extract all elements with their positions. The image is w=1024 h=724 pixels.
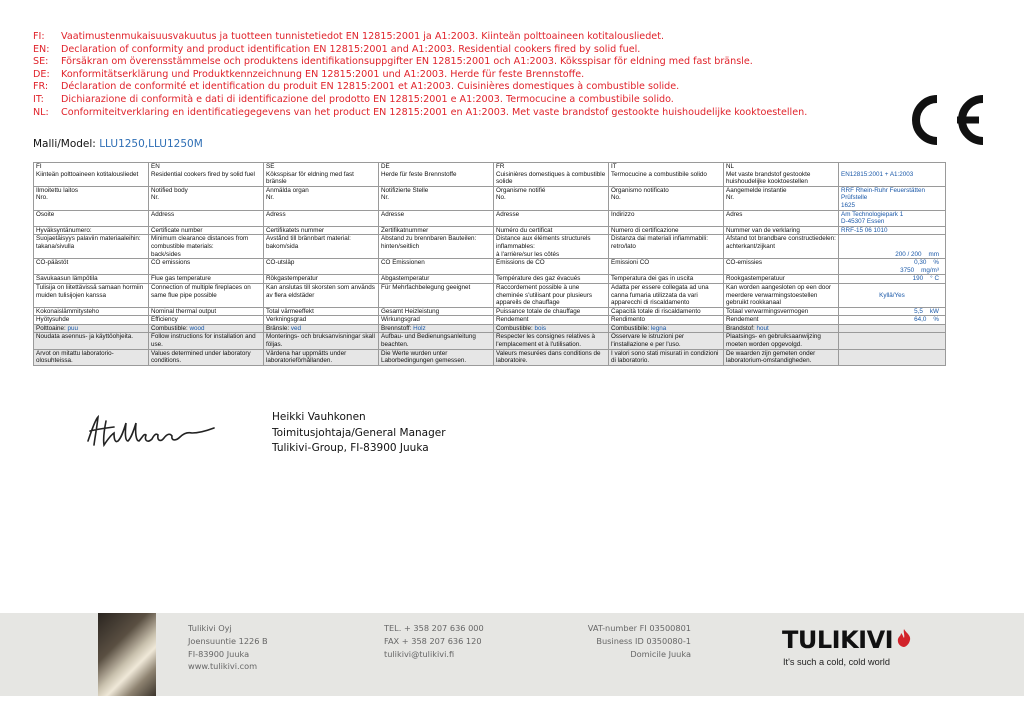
table-cell: Monterings- och bruksanvisningar skall följas. [264,333,379,349]
fuel-value: bois [534,324,547,332]
table-cell: Rendimento [609,316,724,325]
declaration-line [33,81,863,94]
fuel-value: legna [650,324,667,332]
value-cell: Kyllä/Yes [839,283,946,307]
footer-photo [98,613,156,696]
language-code: FR: [33,81,49,93]
table-cell: NL Met vaste brandstof gestookte huishoudelijke kooktoestellen [724,163,839,187]
footer-street: Joensuuntie 1226 B [188,635,268,646]
table-cell [609,324,724,333]
fuel-label: Combustible: [151,324,188,332]
table-cell: EN Residential cookers fired by solid fuel [149,163,264,187]
table-cell: Certifikatets nummer [264,226,379,235]
table-cell: Tulisija on liitettävissä samaan hormiin muiden tulisijojen kanssa [34,283,149,307]
fuel-label: Combustible: [496,324,533,332]
table-row [34,283,946,307]
declaration-text: Declaration of conformity and product identification EN 12815:2001 and A1:2003. Residential cookers fired by solid fuel. [61,43,641,55]
table-cell [724,324,839,333]
fuel-label: Bränsle: [266,324,290,332]
table-row [34,163,946,187]
table-cell: Raccordement possible à une cheminée s'utilisant pour plusieurs appareils de chauffage [494,283,609,307]
language-code: NL: [33,106,49,118]
table-row [34,333,946,349]
language-code: IT: [33,93,44,105]
language-code: DE: [33,68,50,80]
model-line [33,138,203,150]
language-code: SE: [33,56,49,68]
table-cell: Numéro du certificat [494,226,609,235]
table-cell: Efficiency [149,316,264,325]
signer-title: Toimitusjohtaja/General Manager [272,426,446,439]
table-cell [34,324,149,333]
table-cell [494,324,609,333]
table-cell: Kan worden aangesloten op een door meerdere verwarmingstoestellen gebruikt rookkanaal [724,283,839,307]
value-cell: 0,30 % 3750 mg/m³ [839,259,946,275]
table-cell: Aangemelde instantie Nr. [724,186,839,210]
table-cell: De waarden zijn gemeten onder laboratorium-omstandigheden. [724,349,839,365]
footer-business-id: Business ID 0350080-1 [596,635,691,646]
table-cell: Verkningsgrad [264,316,379,325]
table-cell: Connection of multiple fireplaces on same flue pipe possible [149,283,264,307]
table-row [34,316,946,325]
fuel-label: Brennstoff: [381,324,412,332]
language-code: EN: [33,43,50,55]
footer-contact [384,622,484,660]
value-cell: EN12815:2001 + A1:2003 [839,163,946,187]
table-cell: Kan anslutas till skorsten som används av flera eldstäder [264,283,379,307]
fuel-value: ved [290,324,302,332]
value-cell: RRF Rhein-Ruhr Feuerstätten Prüfstelle 1625 [839,186,946,210]
declaration-text: Vaatimustenmukaisuusvakuutus ja tuotteen tunnistetiedot EN 12815:2001 ja A1:2003. Kiinteän polttoaineen kotitalousliedet. [61,31,665,42]
declaration-text: Försäkran om överensstämmelse och produktens identifikationsuppgifter EN 12815:2001 och A1:2003. Köksspisar för eldning med fast bränsle. [61,56,753,68]
table-cell: FR Cuisinières domestiques à combustible solide [494,163,609,187]
table-cell: Osservare le istruzioni per l'installazione e per l'uso. [609,333,724,349]
value-cell: 5,5 kW [839,307,946,316]
declaration-text: Déclaration de conformité et identification du produit EN 12815:2001 et A1:2003. Cuisinières domestiques à combustible solide. [61,81,680,93]
value-cell: RRF-15 06 1010 [839,226,946,235]
table-row [34,259,946,275]
declaration-line [33,56,863,69]
table-cell: Anmälda organ Nr. [264,186,379,210]
footer-legal [560,622,691,660]
table-cell: Arvot on mitattu laboratorio-olosuhteissa. [34,349,149,365]
value-cell: 190 ° C [839,275,946,284]
table-cell: Rökgastemperatur [264,275,379,284]
declaration-text: Conformiteitverklaring en identificatiegegevens van het product EN 12815:2001 en A1:2003. Met vaste brandstof gestookte huishoudelijke kooktoestellen. [61,106,808,118]
table-cell: Adresse [379,210,494,226]
table-cell: Nummer van de verklaring [724,226,839,235]
footer-email-link[interactable]: tulikivi@tulikivi.fi [384,648,455,659]
table-cell: Certificate number [149,226,264,235]
footer-address [188,622,268,673]
table-cell: Rookgastemperatuur [724,275,839,284]
table-cell: CO emissions [149,259,264,275]
signer-block [272,410,446,457]
fuel-label: Polttoaine: [36,324,66,332]
declaration-line [33,44,863,57]
value-cell: 200 / 200 mm [839,235,946,259]
table-cell: Noudata asennus- ja käyttöohjeita. [34,333,149,349]
table-cell: Temperatura dei gas in uscita [609,275,724,284]
fuel-value: puu [67,324,79,332]
table-cell: Address [149,210,264,226]
table-cell: Émissions de CO [494,259,609,275]
table-cell: Adres [724,210,839,226]
declaration-text: Dichiarazione di conformità e dati di identificazione del prodotto EN 12815:2001 e A1:2003. Termocucine a combustibile solido. [61,93,674,105]
table-cell: Wirkungsgrad [379,316,494,325]
footer-vat: VAT-number FI 03500801 [587,623,691,633]
value-cell [839,333,946,349]
model-value: LLU1250,LLU1250M [99,138,203,150]
table-cell: Ilmoitettu laitos Nro. [34,186,149,210]
signer-company: Tulikivi-Group, FI-83900 Juuka [272,442,429,454]
table-cell: CO Emissionen [379,259,494,275]
table-row [34,210,946,226]
language-code: FI: [33,31,45,42]
table-cell: Hyötysuhde [34,316,149,325]
table-cell: Suojaetäisyys palaviin materiaaleihin: takana/sivulla [34,235,149,259]
footer-company: Tulikivi Oyj [188,623,232,633]
footer-website-link[interactable]: www.tulikivi.com [188,661,258,672]
declaration-line [33,107,863,120]
table-cell: Follow instructions for installation and use. [149,333,264,349]
value-cell: Am Technologiepark 1 D-45307 Essen [839,210,946,226]
table-cell: Organismo notificato No. [609,186,724,210]
table-cell: Valeurs mesurées dans conditions de laboratoire. [494,349,609,365]
footer-phone: TEL. + 358 207 636 000 [384,623,484,633]
table-cell: Avstånd till brännbart material: bakom/sida [264,235,379,259]
table-cell: Totaal verwarmingsvermogen [724,307,839,316]
brand-name: TULIKIVI [782,626,894,654]
table-cell: Rendement [724,316,839,325]
flame-icon [895,628,913,648]
footer-fax: FAX + 358 207 636 120 [384,635,482,646]
table-cell: Notified body Nr. [149,186,264,210]
table-cell: Total värmeeffekt [264,307,379,316]
table-cell: Adress [264,210,379,226]
specification-table [33,162,946,366]
declaration-line [33,31,863,44]
table-row [34,235,946,259]
table-cell: Gesamt Heizleistung [379,307,494,316]
table-cell: Respecter les consignes relatives à l'emplacement et à l'utilisation. [494,333,609,349]
table-cell: Capacità totale di riscaldamento [609,307,724,316]
table-row [34,307,946,316]
conformity-declaration [33,31,863,119]
ce-mark-icon [905,93,987,147]
signer-name: Heikki Vauhkonen [272,411,366,423]
brand-slogan: It's such a cold, cold world [783,657,890,667]
value-cell [839,349,946,365]
table-cell: CO-päästöt [34,259,149,275]
table-cell [379,324,494,333]
table-cell: SE Köksspisar för eldning med fast bränsle [264,163,379,187]
table-cell: Adresse [494,210,609,226]
table-row [34,275,946,284]
fuel-value: hout [756,324,769,332]
table-cell: Osoite [34,210,149,226]
table-cell: IT Termocucine a combustibile solido [609,163,724,187]
table-cell: Puissance totale de chauffage [494,307,609,316]
table-cell: Indirizzo [609,210,724,226]
table-cell: Die Werte wurden unter Laborbedingungen gemessen. [379,349,494,365]
tulikivi-logo [782,624,912,674]
table-cell: Zertifikatnummer [379,226,494,235]
table-row [34,226,946,235]
table-cell: Distanza dai materiali infiammabili: retro/lato [609,235,724,259]
value-cell [839,324,946,333]
table-row [34,324,946,333]
table-cell: CO-utsläp [264,259,379,275]
declaration-line [33,94,863,107]
footer-postcode: FI-83900 Juuka [188,648,250,659]
table-cell: Abgastemperatur [379,275,494,284]
table-cell: FI Kiinteän polttoaineen kotitalousliedet [34,163,149,187]
table-cell: Distance aux éléments structurels inflammables: à l'arrière/sur les côtés [494,235,609,259]
table-cell: Température des gaz évacués [494,275,609,284]
table-cell: Savukaasun lämpötila [34,275,149,284]
table-cell: Plaatsings- en gebruiksaanwijzing moeten worden opgevolgd. [724,333,839,349]
table-cell: Nominal thermal output [149,307,264,316]
table-cell: Adatta per essere collegata ad una canna fumaria utilizzata da vari apparecchi di riscaldamento [609,283,724,307]
table-cell [264,324,379,333]
fuel-value: Holz [413,324,426,332]
table-cell: Minimum clearance distances from combustible materials: back/sides [149,235,264,259]
table-cell: Organisme notifié No. [494,186,609,210]
declaration-text: Konformitätserklärung und Produktkennzeichnung EN 12815:2001 und A1:2003. Herde für feste Brennstoffe. [61,68,585,80]
declaration-line [33,69,863,82]
table-cell: Flue gas temperature [149,275,264,284]
table-cell: Värdena har uppmätts under laboratorieförhållanden. [264,349,379,365]
table-cell: DE Herde für feste Brennstoffe [379,163,494,187]
footer-domicile: Domicile Juuka [630,648,691,659]
table-cell: Afstand tot brandbare constructiedelen: achterkant/zijkant [724,235,839,259]
table-cell: Hyväksyntänumero: [34,226,149,235]
fuel-value: wood [189,324,205,332]
table-cell: Numero di certificazione [609,226,724,235]
table-cell: Values determined under laboratory conditions. [149,349,264,365]
table-cell [149,324,264,333]
table-cell: Für Mehrfachbelegung geeignet [379,283,494,307]
fuel-label: Combustibile: [611,324,650,332]
table-cell: Rendement [494,316,609,325]
table-row [34,186,946,210]
table-cell: Kokonaislämmitysteho [34,307,149,316]
table-cell: Abstand zu brennbaren Bauteilen: hinten/seitlich [379,235,494,259]
table-cell: Emissioni CO [609,259,724,275]
model-label: Malli/Model: [33,138,96,150]
value-cell: 64,0 % [839,316,946,325]
fuel-label: Brandstof: [726,324,755,332]
table-cell: Notifizierte Stelle Nr. [379,186,494,210]
table-cell: Aufbau- und Bedienungsanleitung beachten. [379,333,494,349]
table-row [34,349,946,365]
table-cell: CO-emissies [724,259,839,275]
signature-image [84,411,220,451]
table-cell: I valori sono stati misurati in condizioni di laboratorio. [609,349,724,365]
